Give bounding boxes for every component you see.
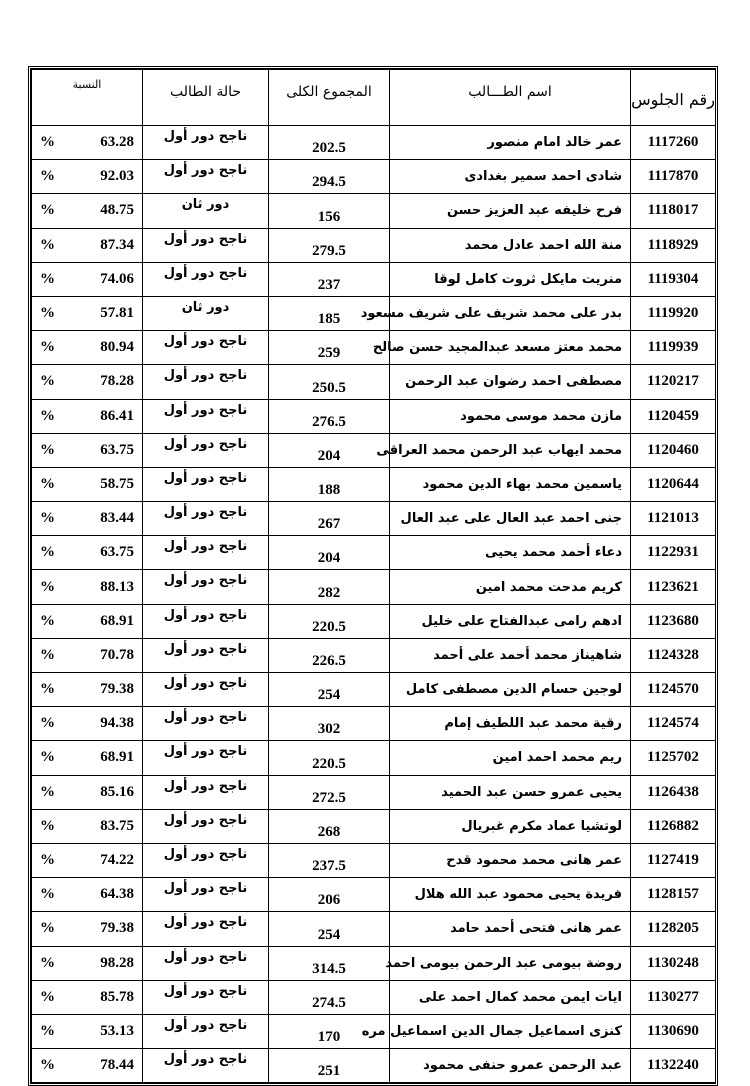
seat-number-cell: 1122931 (631, 536, 716, 570)
percentage-value: 80.94 (100, 339, 134, 356)
student-name-cell: فريدة يحيى محمود عبد الله هلال (390, 878, 631, 912)
percent-sign: % (40, 339, 55, 356)
percentage-value: 94.38 (100, 715, 134, 732)
percentage-value: 85.78 (100, 988, 134, 1005)
table-row (32, 980, 716, 1014)
seat-number-cell: 1130690 (631, 1014, 716, 1048)
table-row (32, 365, 716, 399)
total-score-cell: 314.5 (269, 946, 390, 980)
table-row (32, 638, 716, 672)
percent-sign: % (40, 441, 55, 458)
seat-number-cell: 1120459 (631, 399, 716, 433)
percent-sign: % (40, 988, 55, 1005)
percentage-cell (32, 262, 143, 296)
seat-number-cell: 1119939 (631, 331, 716, 365)
percentage-value: 64.38 (100, 886, 134, 903)
percent-sign: % (40, 510, 55, 527)
percentage-value: 63.75 (100, 441, 134, 458)
percent-sign: % (40, 475, 55, 492)
table-row (32, 194, 716, 228)
seat-number-cell: 1130248 (631, 946, 716, 980)
results-table-frame (28, 66, 718, 1086)
percentage-cell (32, 296, 143, 330)
student-status-cell: ناجح دور أول (143, 570, 269, 604)
percent-sign: % (40, 646, 55, 663)
header-percentage-label: النسبة (72, 78, 102, 91)
percent-sign: % (40, 544, 55, 561)
percentage-cell (32, 912, 143, 946)
student-status-cell: ناجح دور أول (143, 126, 269, 160)
total-score-cell: 268 (269, 809, 390, 843)
header-percentage (32, 70, 143, 126)
percentage-cell (32, 707, 143, 741)
seat-number-cell: 1125702 (631, 741, 716, 775)
student-status-cell: دور ثان (143, 296, 269, 330)
student-status-cell: ناجح دور أول (143, 707, 269, 741)
seat-number-cell: 1119920 (631, 296, 716, 330)
seat-number-cell: 1117260 (631, 126, 716, 160)
percentage-value: 79.38 (100, 920, 134, 937)
table-body (32, 126, 716, 1083)
student-name-cell: روضة بيومى عبد الرحمن بيومى احمد (390, 946, 631, 980)
percent-sign: % (40, 954, 55, 971)
table-row (32, 296, 716, 330)
student-name-cell: شادى احمد سمير بغدادى (390, 160, 631, 194)
student-name-cell: دعاء أحمد محمد يحيى (390, 536, 631, 570)
student-name-cell: يحيى عمرو حسن عبد الحميد (390, 775, 631, 809)
percentage-value: 88.13 (100, 578, 134, 595)
seat-number-cell: 1130277 (631, 980, 716, 1014)
percent-sign: % (40, 852, 55, 869)
percentage-value: 53.13 (100, 1022, 134, 1039)
total-score-cell: 237.5 (269, 843, 390, 877)
percentage-cell (32, 775, 143, 809)
total-score-cell: 276.5 (269, 399, 390, 433)
percent-sign: % (40, 134, 55, 151)
total-score-cell: 226.5 (269, 638, 390, 672)
student-status-cell: ناجح دور أول (143, 878, 269, 912)
results-table (31, 69, 716, 1083)
table-row (32, 570, 716, 604)
header-student-status-label: حالة الطالب (169, 84, 242, 100)
student-status-cell: ناجح دور أول (143, 980, 269, 1014)
table-row (32, 1049, 716, 1083)
percentage-value: 57.81 (100, 305, 134, 322)
percentage-cell (32, 946, 143, 980)
seat-number-cell: 1120217 (631, 365, 716, 399)
seat-number-cell: 1120460 (631, 433, 716, 467)
table-row (32, 1014, 716, 1048)
percent-sign: % (40, 1057, 55, 1074)
percentage-cell (32, 843, 143, 877)
percentage-cell (32, 160, 143, 194)
student-status-cell: ناجح دور أول (143, 673, 269, 707)
student-status-cell: ناجح دور أول (143, 399, 269, 433)
student-status-cell: ناجح دور أول (143, 228, 269, 262)
total-score-cell: 237 (269, 262, 390, 296)
seat-number-cell: 1119304 (631, 262, 716, 296)
percentage-value: 68.91 (100, 612, 134, 629)
percentage-value: 92.03 (100, 168, 134, 185)
seat-number-cell: 1124570 (631, 673, 716, 707)
student-status-cell: ناجح دور أول (143, 1014, 269, 1048)
total-score-cell: 170 (269, 1014, 390, 1048)
total-score-cell: 267 (269, 502, 390, 536)
total-score-cell: 250.5 (269, 365, 390, 399)
seat-number-cell: 1118017 (631, 194, 716, 228)
student-name-cell: كنزى اسماعيل جمال الدين اسماعيل مره (390, 1014, 631, 1048)
percentage-cell (32, 467, 143, 501)
percentage-value: 78.28 (100, 373, 134, 390)
table-row (32, 502, 716, 536)
percent-sign: % (40, 715, 55, 732)
header-student-name-label: اسم الطـــالب (468, 84, 552, 100)
percentage-value: 87.34 (100, 236, 134, 253)
percent-sign: % (40, 168, 55, 185)
total-score-cell: 302 (269, 707, 390, 741)
percent-sign: % (40, 783, 55, 800)
student-status-cell: ناجح دور أول (143, 809, 269, 843)
student-name-cell: منريت مايكل ثروت كامل لوقا (390, 262, 631, 296)
percentage-value: 74.06 (100, 270, 134, 287)
table-row (32, 467, 716, 501)
total-score-cell: 254 (269, 912, 390, 946)
table-row (32, 946, 716, 980)
total-score-cell: 254 (269, 673, 390, 707)
header-student-status (143, 70, 269, 126)
total-score-cell: 294.5 (269, 160, 390, 194)
percentage-value: 58.75 (100, 475, 134, 492)
total-score-cell: 220.5 (269, 741, 390, 775)
percentage-cell (32, 673, 143, 707)
seat-number-cell: 1127419 (631, 843, 716, 877)
seat-number-cell: 1118929 (631, 228, 716, 262)
student-name-cell: منة الله احمد عادل محمد (390, 228, 631, 262)
table-row (32, 331, 716, 365)
table-row (32, 126, 716, 160)
header-total-score (269, 70, 390, 126)
total-score-cell: 251 (269, 1049, 390, 1083)
percentage-cell (32, 809, 143, 843)
percentage-cell (32, 365, 143, 399)
header-total-score-label: المجموع الكلى (286, 84, 372, 100)
student-name-cell: عمر هانى فتحى أحمد حامد (390, 912, 631, 946)
header-seat-number-label: رقم الجلوس (631, 90, 715, 109)
percentage-cell (32, 399, 143, 433)
header-row (32, 70, 716, 126)
header-student-name (390, 70, 631, 126)
percent-sign: % (40, 270, 55, 287)
table-row (32, 433, 716, 467)
table-row (32, 399, 716, 433)
student-status-cell: ناجح دور أول (143, 1049, 269, 1083)
student-name-cell: محمد ايهاب عبد الرحمن محمد العراقى (390, 433, 631, 467)
student-name-cell: بدر على محمد شريف على شريف مسعود (390, 296, 631, 330)
student-name-cell: محمد معتز مسعد عبدالمجيد حسن صالح (390, 331, 631, 365)
seat-number-cell: 1132240 (631, 1049, 716, 1083)
percentage-value: 68.91 (100, 749, 134, 766)
total-score-cell: 206 (269, 878, 390, 912)
table-row (32, 160, 716, 194)
percentage-value: 83.44 (100, 510, 134, 527)
total-score-cell: 204 (269, 536, 390, 570)
student-status-cell: ناجح دور أول (143, 912, 269, 946)
student-status-cell: ناجح دور أول (143, 365, 269, 399)
percent-sign: % (40, 236, 55, 253)
table-row (32, 912, 716, 946)
student-status-cell: ناجح دور أول (143, 843, 269, 877)
student-name-cell: رقية محمد عبد اللطيف إمام (390, 707, 631, 741)
percentage-cell (32, 570, 143, 604)
percentage-value: 63.75 (100, 544, 134, 561)
percentage-cell (32, 502, 143, 536)
total-score-cell: 279.5 (269, 228, 390, 262)
total-score-cell: 282 (269, 570, 390, 604)
percent-sign: % (40, 886, 55, 903)
student-name-cell: كريم مدحت محمد امين (390, 570, 631, 604)
student-name-cell: عمر خالد امام منصور (390, 126, 631, 160)
percentage-cell (32, 536, 143, 570)
total-score-cell: 220.5 (269, 604, 390, 638)
percent-sign: % (40, 749, 55, 766)
student-name-cell: ايات ايمن محمد كمال احمد على (390, 980, 631, 1014)
student-name-cell: عمر هانى محمد محمود قدح (390, 843, 631, 877)
seat-number-cell: 1123680 (631, 604, 716, 638)
student-name-cell: مازن محمد موسى محمود (390, 399, 631, 433)
percentage-value: 63.28 (100, 134, 134, 151)
percentage-cell (32, 194, 143, 228)
percentage-cell (32, 638, 143, 672)
percentage-value: 86.41 (100, 407, 134, 424)
table-row (32, 707, 716, 741)
percent-sign: % (40, 817, 55, 834)
percentage-cell (32, 604, 143, 638)
table-row (32, 775, 716, 809)
percent-sign: % (40, 578, 55, 595)
student-name-cell: جنى احمد عبد العال على عبد العال (390, 502, 631, 536)
percentage-cell (32, 126, 143, 160)
table-row (32, 604, 716, 638)
student-status-cell: ناجح دور أول (143, 467, 269, 501)
student-status-cell: ناجح دور أول (143, 741, 269, 775)
seat-number-cell: 1126438 (631, 775, 716, 809)
student-name-cell: لوتشيا عماد مكرم غبريال (390, 809, 631, 843)
percentage-cell (32, 741, 143, 775)
percentage-value: 48.75 (100, 202, 134, 219)
student-status-cell: ناجح دور أول (143, 775, 269, 809)
percentage-value: 70.78 (100, 646, 134, 663)
percent-sign: % (40, 407, 55, 424)
percent-sign: % (40, 1022, 55, 1039)
student-name-cell: لوجين حسام الدين مصطفى كامل (390, 673, 631, 707)
percentage-cell (32, 1049, 143, 1083)
percent-sign: % (40, 681, 55, 698)
percentage-value: 74.22 (100, 852, 134, 869)
student-name-cell: ادهم رامى عبدالفتاح على خليل (390, 604, 631, 638)
percent-sign: % (40, 920, 55, 937)
percentage-cell (32, 228, 143, 262)
student-status-cell: ناجح دور أول (143, 262, 269, 296)
student-status-cell: ناجح دور أول (143, 433, 269, 467)
total-score-cell: 204 (269, 433, 390, 467)
percentage-value: 79.38 (100, 681, 134, 698)
percentage-value: 85.16 (100, 783, 134, 800)
student-name-cell: عبد الرحمن عمرو حنفى محمود (390, 1049, 631, 1083)
student-name-cell: فرح خليفه عبد العزيز حسن (390, 194, 631, 228)
student-name-cell: مصطفى احمد رضوان عبد الرحمن (390, 365, 631, 399)
total-score-cell: 156 (269, 194, 390, 228)
student-status-cell: ناجح دور أول (143, 331, 269, 365)
seat-number-cell: 1120644 (631, 467, 716, 501)
seat-number-cell: 1121013 (631, 502, 716, 536)
percentage-cell (32, 1014, 143, 1048)
total-score-cell: 188 (269, 467, 390, 501)
seat-number-cell: 1124328 (631, 638, 716, 672)
student-name-cell: ريم محمد احمد امين (390, 741, 631, 775)
percentage-cell (32, 878, 143, 912)
student-status-cell: ناجح دور أول (143, 502, 269, 536)
student-status-cell: دور ثان (143, 194, 269, 228)
total-score-cell: 202.5 (269, 126, 390, 160)
percent-sign: % (40, 202, 55, 219)
table-row (32, 809, 716, 843)
percentage-value: 78.44 (100, 1057, 134, 1074)
student-name-cell: ياسمين محمد بهاء الدين محمود (390, 467, 631, 501)
percentage-cell (32, 331, 143, 365)
total-score-cell: 259 (269, 331, 390, 365)
total-score-cell: 274.5 (269, 980, 390, 1014)
header-seat-number (631, 70, 716, 126)
student-status-cell: ناجح دور أول (143, 638, 269, 672)
percentage-value: 98.28 (100, 954, 134, 971)
student-status-cell: ناجح دور أول (143, 604, 269, 638)
percentage-value: 83.75 (100, 817, 134, 834)
student-name-cell: شاهيناز محمد أحمد على أحمد (390, 638, 631, 672)
percentage-cell (32, 980, 143, 1014)
student-status-cell: ناجح دور أول (143, 536, 269, 570)
percentage-cell (32, 433, 143, 467)
total-score-cell: 185 (269, 296, 390, 330)
table-row (32, 878, 716, 912)
percent-sign: % (40, 373, 55, 390)
seat-number-cell: 1123621 (631, 570, 716, 604)
seat-number-cell: 1117870 (631, 160, 716, 194)
table-row (32, 673, 716, 707)
seat-number-cell: 1126882 (631, 809, 716, 843)
table-row (32, 741, 716, 775)
student-status-cell: ناجح دور أول (143, 160, 269, 194)
seat-number-cell: 1128205 (631, 912, 716, 946)
table-row (32, 262, 716, 296)
seat-number-cell: 1128157 (631, 878, 716, 912)
seat-number-cell: 1124574 (631, 707, 716, 741)
student-status-cell: ناجح دور أول (143, 946, 269, 980)
table-row (32, 843, 716, 877)
percent-sign: % (40, 612, 55, 629)
total-score-cell: 272.5 (269, 775, 390, 809)
table-row (32, 536, 716, 570)
percent-sign: % (40, 305, 55, 322)
table-row (32, 228, 716, 262)
